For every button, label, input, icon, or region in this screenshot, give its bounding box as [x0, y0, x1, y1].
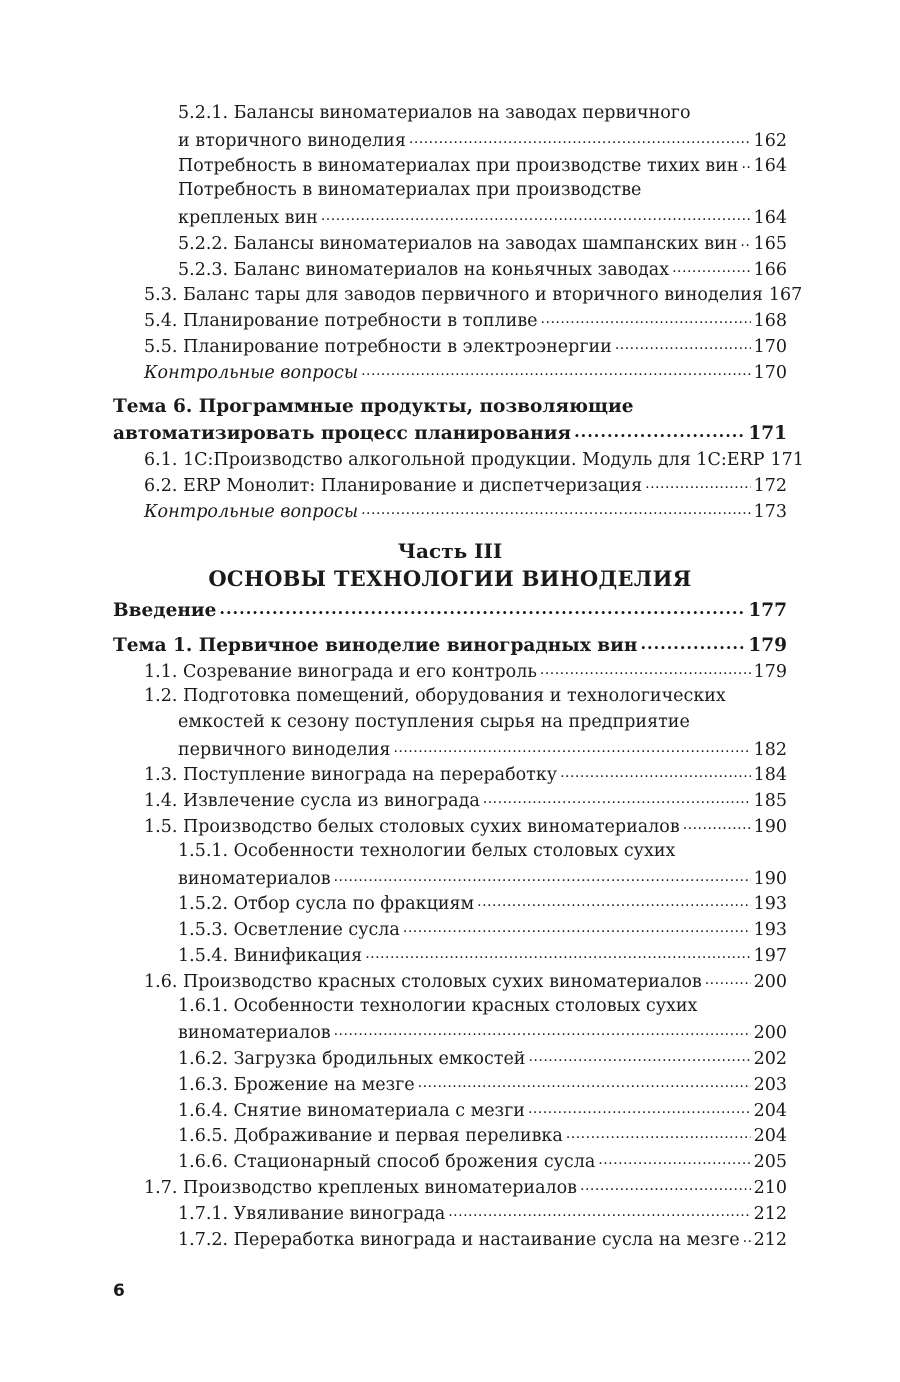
toc-leader-dots [566, 1122, 751, 1148]
toc-page-number: 162 [753, 130, 787, 151]
toc-entry-title: 1.6.3. Брожение на мезге [178, 1074, 415, 1095]
toc-page-number: 193 [753, 920, 787, 941]
toc-leader-dots [741, 152, 750, 178]
toc-entry-title: 1.4. Извлечение сусла из винограда [144, 791, 480, 812]
toc-page-number: 167 [768, 285, 803, 306]
toc-leader-dots [334, 1019, 751, 1045]
toc-entry [113, 446, 804, 472]
toc-page-number: 202 [753, 1049, 787, 1070]
toc-entry [113, 307, 787, 333]
toc-leader-dots [448, 1200, 750, 1226]
toc-page-number: 171 [748, 423, 787, 445]
toc-entry [113, 204, 787, 230]
toc-leader-dots [743, 1226, 751, 1252]
toc-entry [113, 153, 787, 179]
toc-page-number: 210 [753, 1178, 787, 1199]
toc-entry-title: 1.5.3. Осветление сусла [178, 920, 400, 941]
toc-entry [113, 1123, 787, 1149]
toc-entry [113, 813, 787, 839]
toc-entry [113, 1097, 787, 1123]
toc-entry-title: 5.4. Планирование потребности в топливе [144, 311, 538, 332]
toc-entry [113, 472, 787, 498]
toc-page-number: 170 [753, 336, 787, 357]
toc-leader-dots [219, 597, 745, 623]
toc-entry [113, 1226, 787, 1252]
toc-entry-title: 1.6. Производство красных столовых сухих виноматериалов [144, 971, 702, 992]
toc-leader-dots [580, 1174, 751, 1200]
part-title: ОСНОВЫ ТЕХНОЛОГИИ ВИНОДЕЛИЯ [208, 565, 692, 591]
toc-entry-title: 1.5. Производство белых столовых сухих виноматериалов [144, 816, 680, 837]
part-label: Часть III [397, 538, 503, 563]
toc-entry-title: и вторичного виноделия [178, 130, 406, 151]
toc-entry [113, 736, 787, 762]
toc-entry [113, 256, 787, 282]
toc-entry [113, 1200, 787, 1226]
toc-entry-first-line: 1.2. Подготовка помещений, оборудования и технологических [144, 686, 726, 707]
toc-page-number: 185 [753, 791, 787, 812]
toc-topic [113, 597, 787, 623]
toc-entry-first-line: 1.5.1. Особенности технологии белых столовых сухих [178, 840, 676, 861]
toc-page-number: 164 [753, 207, 787, 228]
toc-entry [113, 658, 787, 684]
toc-entry-title: 1.6.2. Загрузка бродильных емкостей [178, 1049, 526, 1070]
toc-entry-title: 1.1. Созревание винограда и его контроль [144, 662, 537, 683]
toc-page-number: 212 [753, 1229, 787, 1250]
toc-entry [113, 333, 787, 359]
toc-entry-title: 1.7.2. Переработка винограда и настаивание сусла на мезге [178, 1229, 740, 1250]
toc-leader-dots [321, 204, 751, 230]
toc-entry-continuation-line: емкостей к сезону поступления сырья на предприятие [178, 711, 690, 732]
toc-topic-title: Введение [113, 599, 217, 621]
toc-page-number: 170 [753, 362, 787, 383]
toc-leader-dots [477, 890, 750, 916]
toc-page-number: 165 [753, 233, 787, 254]
toc-topic [113, 421, 787, 447]
toc-page-number: 200 [753, 971, 787, 992]
toc-entry [113, 942, 787, 968]
toc-page-number: 184 [753, 765, 787, 786]
toc-page-number: 168 [753, 311, 787, 332]
toc-leader-dots [409, 127, 751, 153]
toc-leader-dots [528, 1097, 751, 1123]
toc-entry-title: виноматериалов [178, 868, 331, 889]
toc-entry-title: 1.6.5. Дображивание и первая переливка [178, 1126, 563, 1147]
toc-page-number: 179 [753, 662, 787, 683]
toc-topic [113, 633, 787, 659]
page-number: 6 [113, 1281, 125, 1301]
toc-page-number: 205 [753, 1152, 787, 1173]
toc-entry-title: Контрольные вопросы [144, 501, 359, 522]
table-of-contents [113, 101, 804, 1252]
toc-entry-title: 1.7. Производство крепленых виноматериалов [144, 1178, 578, 1199]
toc-page-number: 166 [753, 259, 787, 280]
toc-entry-first-line: 1.6.1. Особенности технологии красных столовых сухих [178, 995, 698, 1016]
toc-page-number: 164 [753, 156, 787, 177]
toc-page-number: 200 [753, 1023, 787, 1044]
toc-entry-title: 1.6.4. Снятие виноматериала с мезги [178, 1100, 525, 1121]
toc-page-number: 173 [753, 501, 787, 522]
toc-leader-dots [528, 1045, 750, 1071]
toc-entry-first-line: Потребность в виноматериалах при производстве [178, 180, 642, 201]
toc-page-number: 190 [753, 816, 787, 837]
toc-leader-dots [598, 1148, 750, 1174]
toc-entry [113, 891, 787, 917]
toc-leader-dots [705, 968, 751, 994]
toc-entry-title: 5.3. Баланс тары для заводов первичного и вторичного виноделия [144, 285, 763, 306]
toc-entry [113, 916, 787, 942]
toc-entry-title: 6.1. 1С:Производство алкогольной продукции. Модуль для 1С:ERP [144, 450, 765, 471]
toc-page-number: 171 [770, 450, 804, 471]
toc-page-number: 177 [748, 599, 787, 621]
toc-entry-title: Контрольные вопросы [144, 362, 359, 383]
toc-entry-title: 1.3. Поступление винограда на переработку [144, 765, 558, 786]
toc-page-number: 203 [753, 1074, 787, 1095]
toc-leader-dots [365, 942, 750, 968]
toc-entry [113, 282, 803, 308]
toc-page-number: 182 [753, 739, 787, 760]
toc-leader-dots [361, 498, 751, 524]
toc-entry-control-questions [113, 359, 787, 385]
toc-entry-title: 1.5.2. Отбор сусла по фракциям [178, 894, 475, 915]
toc-leader-dots [615, 333, 751, 359]
toc-leader-dots [740, 230, 750, 256]
toc-entry-title: первичного виноделия [178, 739, 391, 760]
toc-entry [113, 787, 787, 813]
toc-entry [113, 762, 787, 788]
toc-page-number: 190 [753, 868, 787, 889]
toc-entry-title: 5.5. Планирование потребности в электроэнергии [144, 336, 612, 357]
toc-page-number: 172 [753, 475, 787, 496]
toc-leader-dots [393, 736, 750, 762]
toc-entry-title: 1.7.1. Увяливание винограда [178, 1203, 446, 1224]
toc-page-number: 212 [753, 1203, 787, 1224]
toc-leader-dots [334, 865, 751, 891]
toc-entry [113, 1174, 787, 1200]
toc-leader-dots [418, 1071, 751, 1097]
toc-entry-title: 6.2. ERP Монолит: Планирование и диспетчеризация [144, 475, 643, 496]
toc-entry-title: виноматериалов [178, 1023, 331, 1044]
toc-leader-dots [672, 256, 751, 282]
toc-entry [113, 1045, 787, 1071]
toc-page-number: 197 [753, 945, 787, 966]
toc-entry-title: 5.2.2. Балансы виноматериалов на заводах шампанских вин [178, 233, 738, 254]
toc-entry [113, 230, 787, 256]
toc-entry-title: 1.5.4. Винификация [178, 945, 363, 966]
toc-leader-dots [645, 472, 750, 498]
toc-page-number: 179 [748, 635, 787, 657]
toc-entry [113, 968, 787, 994]
toc-leader-dots [541, 307, 751, 333]
toc-entry-title: Потребность в виноматериалах при производстве тихих вин [178, 156, 739, 177]
toc-entry [113, 1071, 787, 1097]
toc-leader-dots [361, 359, 751, 385]
toc-page-number: 193 [753, 894, 787, 915]
toc-page-number: 204 [753, 1126, 787, 1147]
toc-topic-title: автоматизировать процесс планирования [113, 423, 572, 445]
toc-leader-dots [403, 916, 751, 942]
toc-page-number: 204 [753, 1100, 787, 1121]
toc-entry [113, 127, 787, 153]
toc-leader-dots [483, 787, 751, 813]
toc-leader-dots [574, 420, 745, 446]
toc-entry-first-line: 5.2.1. Балансы виноматериалов на заводах первичного [178, 103, 691, 123]
toc-entry [113, 865, 787, 891]
toc-entry [113, 1020, 787, 1046]
toc-topic-first-line: Тема 6. Программные продукты, позволяющие [113, 395, 634, 417]
toc-entry-title: 5.2.3. Баланс виноматериалов на коньячных заводах [178, 259, 670, 280]
toc-topic-title: Тема 1. Первичное виноделие виноградных вин [113, 635, 638, 657]
toc-entry-title: крепленых вин [178, 207, 318, 228]
toc-entry-control-questions [113, 498, 787, 524]
toc-leader-dots [560, 761, 751, 787]
toc-entry [113, 1148, 787, 1174]
toc-leader-dots [640, 632, 745, 658]
toc-entry-title: 1.6.6. Стационарный способ брожения сусла [178, 1152, 596, 1173]
toc-leader-dots [683, 813, 751, 839]
toc-leader-dots [540, 658, 751, 684]
